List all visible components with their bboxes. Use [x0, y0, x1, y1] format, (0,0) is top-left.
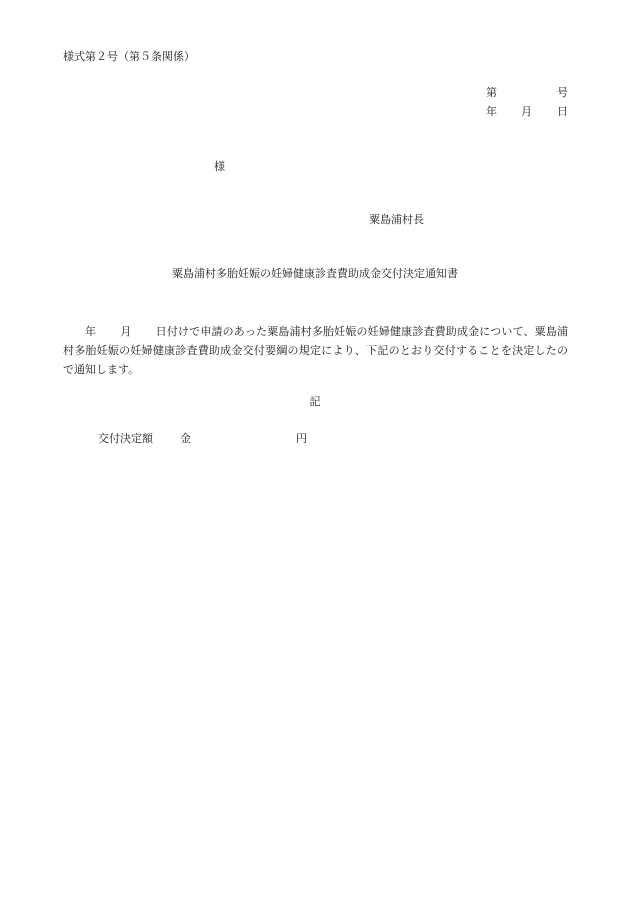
addressee-honorific: 様 [214, 160, 225, 173]
date-month-label: 月 [521, 105, 532, 118]
grant-amount-label: 交付決定額 [98, 432, 153, 445]
record-marker: 記 [309, 395, 321, 408]
date-year-label: 年 [486, 105, 497, 118]
form-number: 様式第２号（第５条関係） [63, 50, 195, 63]
body-paragraph [63, 322, 568, 379]
body-year-label: 年 [85, 325, 97, 338]
body-text: 日付けで申請のあった粟島浦村多胎妊娠の妊婦健康診査費助成金について、粟島浦村多胎妊娠の妊婦健康診査費助成金交付要綱の規定により、下記のとおり交付することを決定したので通知します。 [63, 325, 569, 376]
sender-name: 粟島浦村長 [369, 213, 424, 226]
grant-amount-unit: 円 [296, 432, 307, 445]
date-day-label: 日 [557, 105, 568, 118]
grant-amount-prefix: 金 [180, 432, 191, 445]
document-title: 粟島浦村多胎妊娠の妊婦健康診査費助成金交付決定通知書 [172, 267, 458, 280]
body-month-label: 月 [120, 325, 132, 338]
document-number-prefix: 第 [486, 86, 497, 99]
document-number-suffix: 号 [557, 86, 568, 99]
